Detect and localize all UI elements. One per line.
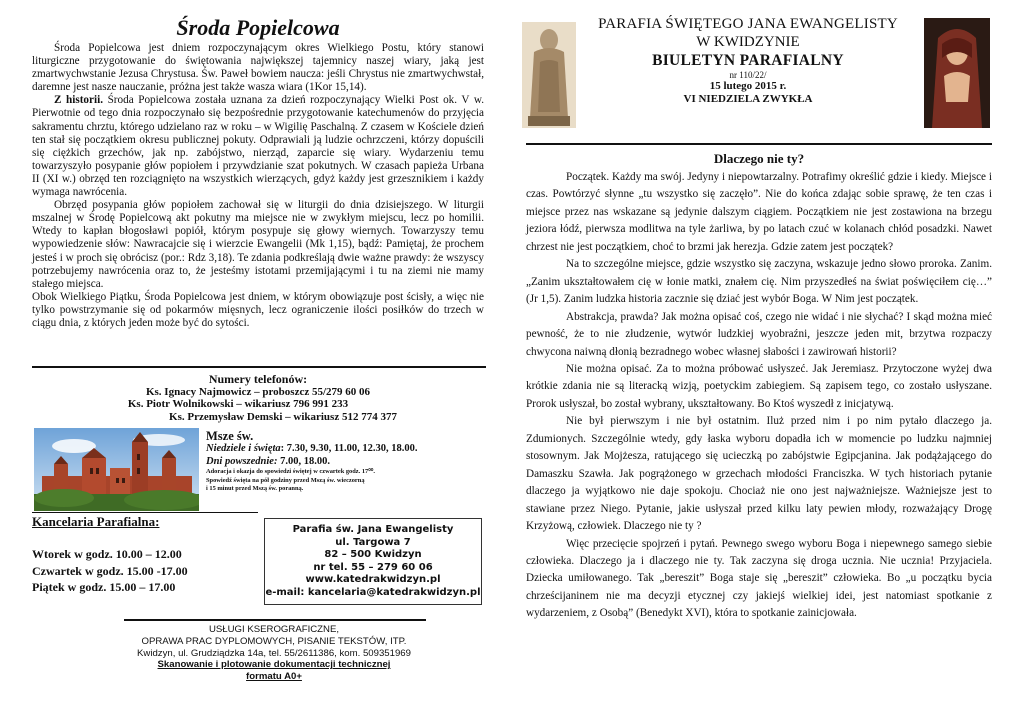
paragraph: Abstrakcja, prawda? Jak można opisać coś, czego nie widać i nie słychać? I skąd można mieć pewność, że to nie złudzenie, wytwór ludzkiej wyobraźni, jeszcze jeden mit, brzytwa rozpaczy chwycona naiwną dłonią bezradnego wobec własnej słabości i zawirowań historii? — [526, 310, 992, 358]
paragraph: Obrzęd posypania głów popiołem zachował się w liturgii do dnia dzisiejszego. W liturgii mszalnej w Środę Popielcową akt pokutny ma miejsce nie w zwykłym miejscu, lecz po homilii. Wtedy to kapłan błogosławi popiół, którym posypuje się głowy wiernych. Towarzyszy temu wypowiedzenie słów: Nawracajcie się i wierzcie Ewangelii (Mk 1,15), bądź: Pamiętaj, że prochem jesteś i w proch się obrócisz (por.: Rdz 3,18). Te zdania podkreślają dwie ważne prawdy: że wszyscy potrzebujemy nawrócenia oraz to, że jesteśmy istotami przemijającymi i tu na ziemi nie mamy stałego miejsca. — [32, 199, 484, 290]
article-title: Środa Popielcowa — [176, 15, 340, 40]
paragraph: Więc przecięcie spojrzeń i pytań. Pewnego swego wyboru Boga i niepewnego samego siebie człowieka. Dlaczego ja i dlaczego nie ty. Tak zaczyna się droga ucznia. Nie ucznia! Przyjaciela. Dziecka umiłowanego. Tak „bereszit” Boga staje się „bereszit” człowieka. Bo „u początku bycia chrześcijaninem nie ma decyzji etycznej czy jakiejś wielkiej idei, jest natomiast spotkanie z wydarzeniem, z Osobą” (Benedykt XVI), która to spotkanie zainicjowała. — [526, 537, 992, 620]
ad-line-underlined: formatu A0+ — [246, 671, 302, 683]
phones-heading: Numery telefonów: — [208, 372, 308, 386]
weekday-label: Dni powszednie: — [206, 455, 278, 467]
issue-number: nr 110/22/ — [729, 70, 767, 80]
bulletin-title: BIULETYN PARAFIALNY — [652, 52, 844, 69]
mass-schedule — [206, 429, 486, 494]
paragraph: Obok Wielkiego Piątku, Środa Popielcowa jest dniem, w którym obowiązuje post ścisły, a więc nie tylko powstrzymanie się od pokarmów mięsnych, lecz ograniczenie ilości posiłków do trzech w ciągu dnia, z których jeden może być do sytości. — [32, 290, 484, 329]
office-heading: Kancelaria Parafialna: — [32, 514, 160, 529]
ad-line: Kwidzyn, ul. Grudziądzka 14a, tel. 55/2611386, kom. 509351969 — [137, 647, 411, 659]
ad-line: OPRAWA PRAC DYPLOMOWYCH, PISANIE TEKSTÓW, ITP. — [141, 635, 407, 647]
mass-note: Adoracja i okazja do spowiedzi świętej w czwartek godz. 17⁰⁰. — [206, 468, 375, 475]
parish-website: www.katedrakwidzyn.pl — [305, 574, 441, 586]
phone-numbers — [32, 372, 484, 423]
castle-image — [34, 428, 199, 511]
article-body — [526, 169, 992, 623]
parish-location: W KWIDZYNIE — [696, 34, 800, 50]
paragraph: Nie można opisać. Za to można próbować usłyszeć. Jak Jeremiasz. Przytoczone wyżej dwa krótkie zdania nie są literacką wizją, poetyckim zabiegiem. Są zapisem tego, co zostało usłyszane. Prorok usłyszał, bo został wybrany, ukształtowany. Bo Ktoś wyszedł z inicjatywą. — [526, 362, 992, 410]
bulletin-header — [572, 15, 924, 106]
divider — [124, 619, 426, 621]
divider — [32, 366, 486, 368]
article-title: Dlaczego nie ty? — [713, 151, 805, 166]
office-hours — [32, 514, 257, 596]
saint-statue-image — [522, 22, 576, 128]
sunday-masses — [206, 443, 486, 456]
mass-note: Spowiedź święta na pół godziny przed Mszą św. wieczorną — [206, 476, 365, 484]
sunday-times: : 7.30, 9.30, 11.00, 12.30, 18.00. — [280, 443, 418, 454]
parish-city: 82 – 500 Kwidzyn — [324, 549, 422, 561]
parish-title: PARAFIA ŚWIĘTEGO JANA EWANGELISTY — [598, 16, 898, 32]
parish-contact-box — [264, 518, 482, 605]
parish-phone: nr tel. 55 – 279 60 06 — [313, 561, 433, 573]
divider — [32, 512, 258, 513]
liturgical-sunday: VI NIEDZIELA ZWYKŁA — [683, 93, 813, 105]
office-hours-line: Wtorek w godz. 10.00 – 12.00 — [32, 547, 182, 561]
sunday-label: Niedziele i święta — [206, 443, 281, 454]
weekday-times: 7.00, 18.00. — [277, 455, 330, 467]
paragraph-text: Środa Popielcowa została uznana za dzień rozpoczynający Wielki Post ok. V w. Pierwotnie od tego dnia rozpoczynało się bezpośrednie przygotowanie katechumenów do przyjęcia sakramentu chrztu, którego udzielano raz w roku – w Wigilię Paschalną. Z czasem w Kościele dzień ten stał się początkiem okresu publicznej pokuty. Odprawiali ją ludzie ochrzczeni, którzy dopuścili się ciężkich grzechów, jak np. zabójstwo, nierząd, zaparcie się wiary. Wydarzeniu temu towarzyszyło posypanie głów popiołem i przywdzianie szat pokutnych. W czasach papieża Urbana II (XI w.) obrzęd ten rozciągnięto na wszystkich wierzących, gdyż każdy jest grzesznikiem i każdy wymaga nawrócenia. — [32, 94, 484, 199]
ad-line-underlined: Skanowanie i plotowanie dokumentacji technicznej — [157, 659, 391, 671]
parish-email: e-mail: kancelaria@katedrakwidzyn.pl — [265, 586, 481, 598]
ad-line: USŁUGI KSEROGRAFICZNE, — [208, 624, 340, 635]
divider — [526, 143, 992, 145]
parish-street: ul. Targowa 7 — [335, 536, 411, 548]
masses-heading: Msze św. — [206, 429, 254, 443]
weekday-masses — [206, 456, 486, 469]
office-hours-line: Czwartek w godz. 15.00 -17.00 — [32, 563, 188, 578]
paragraph: Na to szczególne miejsce, gdzie wszystko się zaczyna, wskazuje jedno słowo proroka. Zanim. „Zanim ukształtowałem cię w łonie matki, znałem cię. Nim przyszedłeś na świat poświęciłem cię…” (Jr 1,5). Zanim ludzka historia zacznie się dziać jest wybór Boga. W Nim jest początek. — [526, 258, 992, 306]
paragraph: Nie był pierwszym i nie był ostatnim. Iluż przed nim i po nim pytało dlaczego ja. Zdumionych. Szczególnie wtedy, gdy łaska wyboru dopadła ich w momencie po ludzku najmniej stosownym. Jak Mojżesza, ratującego się ucieczką po zabójstwie Egipcjanina. Jak podążającego do Damaszku Szawła. Jak pogrążonego w grzechach młodości Franciszka. W tych historiach pytanie dlaczego ja wyjątkowo nie daje spokoju. Chociaż nie ono jest najważniejsze. Ważniejsze jest to stawiane przez Niego. Pytanie, jakie usłyszał przed kilku laty pewien młody, rozważający Drogę Krzyżową, człowiek. Dlaczego nie ty ? — [526, 415, 992, 533]
paragraph: Środa Popielcowa jest dniem rozpoczynającym okres Wielkiego Postu, który stanowi liturgiczne przygotowanie do świętowania największej tajemnicy naszej wiary, jaką jest zmartwychwstanie Jezusa Chrystusa. Św. Paweł bowiem naucza: jeśli Chrystus nie zmartwychwstał, daremne jest nasze nauczanie, próżna jest także wasza wiara (1Kor 15,14). — [32, 42, 484, 94]
paragraph — [32, 94, 484, 199]
phone-line: Ks. Ignacy Najmowicz – proboszcz 55/279 60 06 — [145, 386, 371, 398]
phone-line: Ks. Przemysław Demski – wikariusz 512 774 377 — [169, 410, 397, 423]
history-label: Z historii. — [54, 94, 104, 107]
parish-name: Parafia św. Jana Ewangelisty — [292, 524, 454, 535]
phone-line: Ks. Piotr Wolnikowski – wikariusz 796 991 233 — [127, 398, 349, 411]
lent-article — [32, 14, 484, 330]
paragraph: Początek. Każdy ma swój. Jedyny i niepowtarzalny. Potrafimy określić gdzie i kiedy. Miejsce i czas. Powtórzyć słynne „tu wszystko się zaczęło”. Nie do końca zdając sobie sprawę, że ten czas i miejsce przez nas wskazane są jedynie dalszym ciągiem. Początkiem nie jest zostawiona na brzegu jeziora łódź, pierwsza modlitwa na tyle żarliwa, by po latach czuć w kolanach chłód posadzki. Nawet chrzest nie jest początkiem, choć to brzmi jak herezja. Gdzie zatem jest początek? — [526, 171, 992, 253]
issue-date: 15 lutego 2015 r. — [709, 80, 787, 92]
advertisement — [124, 624, 424, 683]
mass-note: i 15 minut przed Mszą św. poranną. — [206, 485, 304, 493]
praying-woman-painting — [924, 18, 990, 128]
office-hours-line: Piątek w godz. 15.00 – 17.00 — [32, 580, 176, 594]
